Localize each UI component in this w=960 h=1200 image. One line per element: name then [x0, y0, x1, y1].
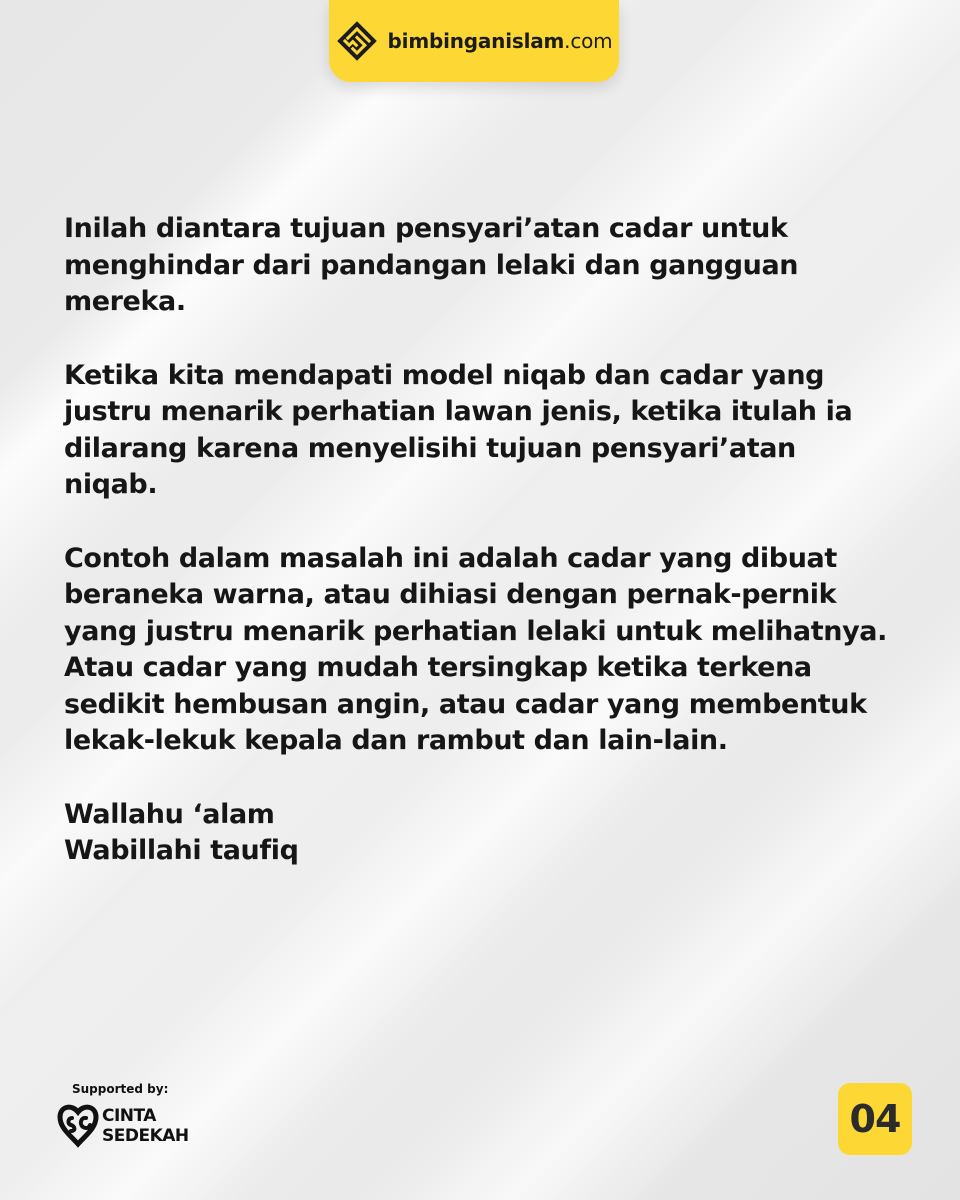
text-line: Contoh dalam masalah ini adalah cadar yang dibuat [64, 542, 837, 574]
text-line: beraneka warna, atau dihiasi dengan pernak-pernik [64, 579, 837, 610]
brand-name-main: bimbinganislam [387, 29, 565, 53]
brand-name [388, 29, 613, 53]
paragraph [64, 358, 924, 504]
text-line: Ketika kita mendapati model niqab dan cadar yang [64, 359, 825, 391]
brand-header[interactable] [329, 0, 619, 82]
text-line: menghindar dari pandangan lelaki dan gangguan [64, 249, 799, 281]
text-line: Wabillahi taufiq [64, 835, 299, 866]
text-line: Atau cadar yang mudah tersingkap ketika terkena [64, 652, 812, 683]
article-body [64, 211, 924, 907]
text-line: Inilah diantara tujuan pensyari’atan cadar untuk [64, 213, 788, 244]
text-line: niqab. [64, 469, 158, 500]
text-line: dilarang karena menyelisihi tujuan pensyari’atan [64, 432, 796, 464]
supported-label: Supported by: [72, 1082, 169, 1096]
text-line: lekak-lekuk kepala dan rambut dan lain-lain. [64, 725, 728, 756]
sponsor-line-1: CINTA [102, 1106, 156, 1126]
closing-paragraph [64, 797, 924, 870]
paragraph [64, 211, 924, 321]
diamond-maze-logo-icon [336, 20, 378, 62]
brand-domain: .com [564, 29, 613, 53]
text-line: Wallahu ‘alam [64, 798, 275, 830]
text-line: mereka. [64, 286, 186, 317]
text-line: yang justru menarik perhatian lelaki untuk melihatnya. [64, 615, 887, 647]
page-number-badge: 04 [838, 1083, 912, 1155]
sponsor-line-2: SEDEKAH [102, 1126, 189, 1146]
text-line: justru menarik perhatian lawan jenis, ketika itulah ia [64, 396, 853, 427]
cinta-sedekah-heart-logo-icon [56, 1102, 102, 1152]
text-line: sedikit hembusan angin, atau cadar yang membentuk [64, 688, 867, 720]
paragraph [64, 541, 924, 760]
sponsor-name [102, 1106, 189, 1146]
